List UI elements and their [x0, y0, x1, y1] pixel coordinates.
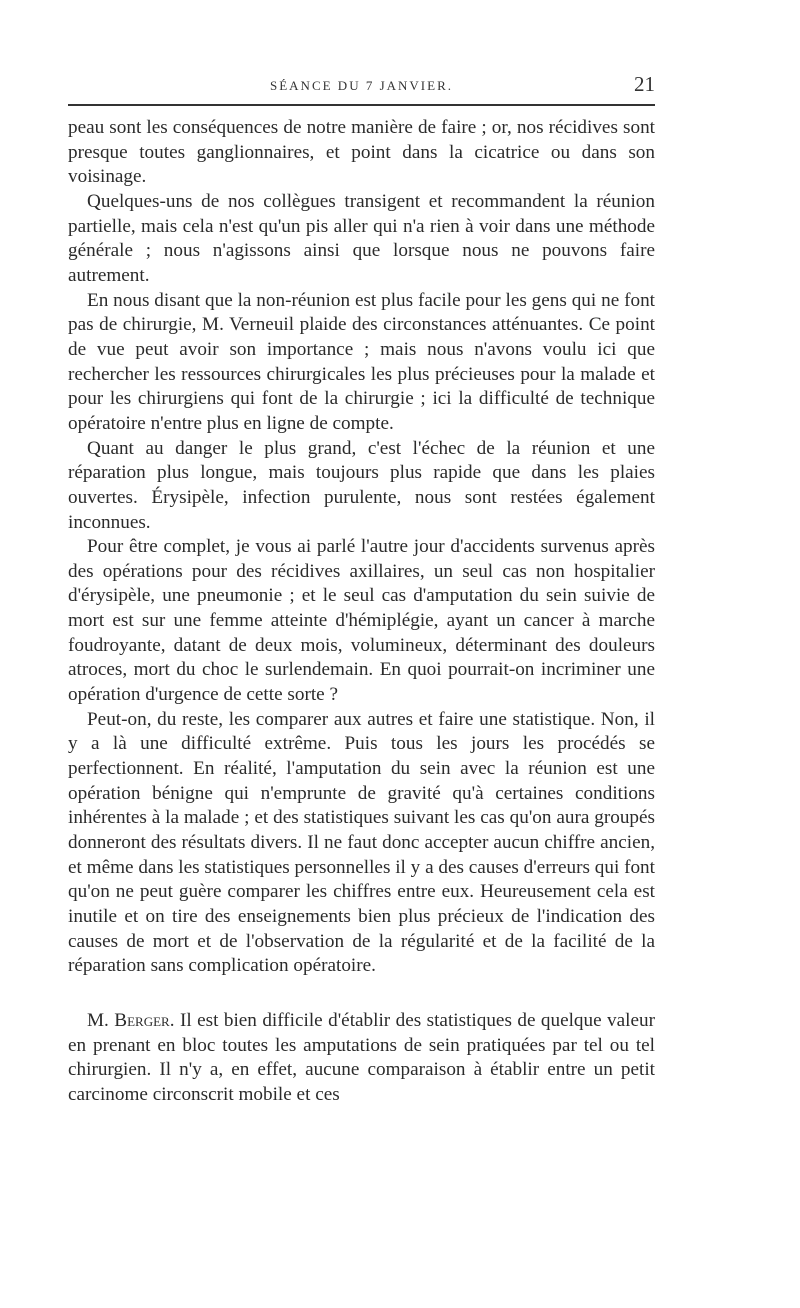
speaker-text: . Il est bien difficile d'établir des statistiques de quelque valeur en prenant en bloc toutes les amputations de sein pratiquées par tel ou tel chirurgien. Il n'y a, en effet, aucune comparaison à établir entre un petit carcinome circonscrit mobile et ces — [68, 1009, 656, 1105]
running-head — [68, 74, 655, 98]
body-text — [68, 116, 655, 1108]
speaker-paragraph — [68, 1009, 655, 1108]
speaker-prefix: M. — [87, 1009, 115, 1031]
page-number: 21 — [634, 72, 655, 96]
paragraph: En nous disant que la non-réunion est plus facile pour les gens qui ne font pas de chirurgie, M. Verneuil plaide des circonstances atténuantes. Ce point de vue peut avoir son importance ; mais nous n'avons voulu ici que rechercher les ressources chirurgicales les plus précieuses pour la malade et pour les chirurgiens qui font de la chirurgie ; ici la difficulté de technique opératoire n'entre plus en ligne de compte. — [68, 289, 655, 434]
paragraph-continuation: peau sont les conséquences de notre manière de faire ; or, nos récidives sont presque toutes ganglionnaires, et point dans la cicatrice ou dans son voisinage. — [68, 117, 655, 188]
paragraph: Pour être complet, je vous ai parlé l'autre jour d'accidents survenus après des opérations pour des récidives axillaires, un seul cas non hospitalier d'érysipèle, une pneumonie ; et le seul cas d'amputation du sein suivie de mort est sur une femme atteinte d'hémiplégie, ayant un cancer à marche foudroyante, datant de deux mois, volumineux, déterminant des douleurs atroces, mort du choc le surlendemain. En quoi pourrait-on incriminer une opération d'urgence de cette sorte ? — [68, 536, 655, 706]
header-rule — [68, 104, 655, 106]
speaker-name: Berger — [114, 1009, 170, 1031]
paragraph: Quelques-uns de nos collègues transigent et recommandent la réunion partielle, mais cela n'est qu'un pis aller qui n'a rien à voir dans une méthode générale ; nous n'agissons ainsi que lorsque nous ne pouvons faire autrement. — [68, 190, 655, 286]
paragraph: Quant au danger le plus grand, c'est l'échec de la réunion et une réparation plus longue, mais toujours plus rapide que dans les plaies ouvertes. Érysipèle, infection purulente, nous sont restées également inconnues. — [68, 437, 655, 533]
paragraph: Peut-on, du reste, les comparer aux autres et faire une statistique. Non, il y a là une difficulté extrême. Puis tous les jours les procédés se perfectionnent. En réalité, l'amputation du sein avec la réunion est une opération bénigne qui n'emprunte de gravité qu'à certaines conditions inhérentes à la malade ; et des statistiques suivant les cas qu'on aura groupés donneront des résultats divers. Il ne faut donc accepter aucun chiffre ancien, et même dans les statistiques personnelles il y a des causes d'erreurs qui font qu'on ne peut guère comparer les chiffres entre eux. Heureusement cela est inutile et on tire des enseignements bien plus précieux de l'indication des causes de mort et de l'observation de la régularité et de la facilité de la réparation sans complication opératoire. — [68, 708, 655, 977]
running-title: SÉANCE DU 7 JANVIER. — [270, 78, 453, 93]
